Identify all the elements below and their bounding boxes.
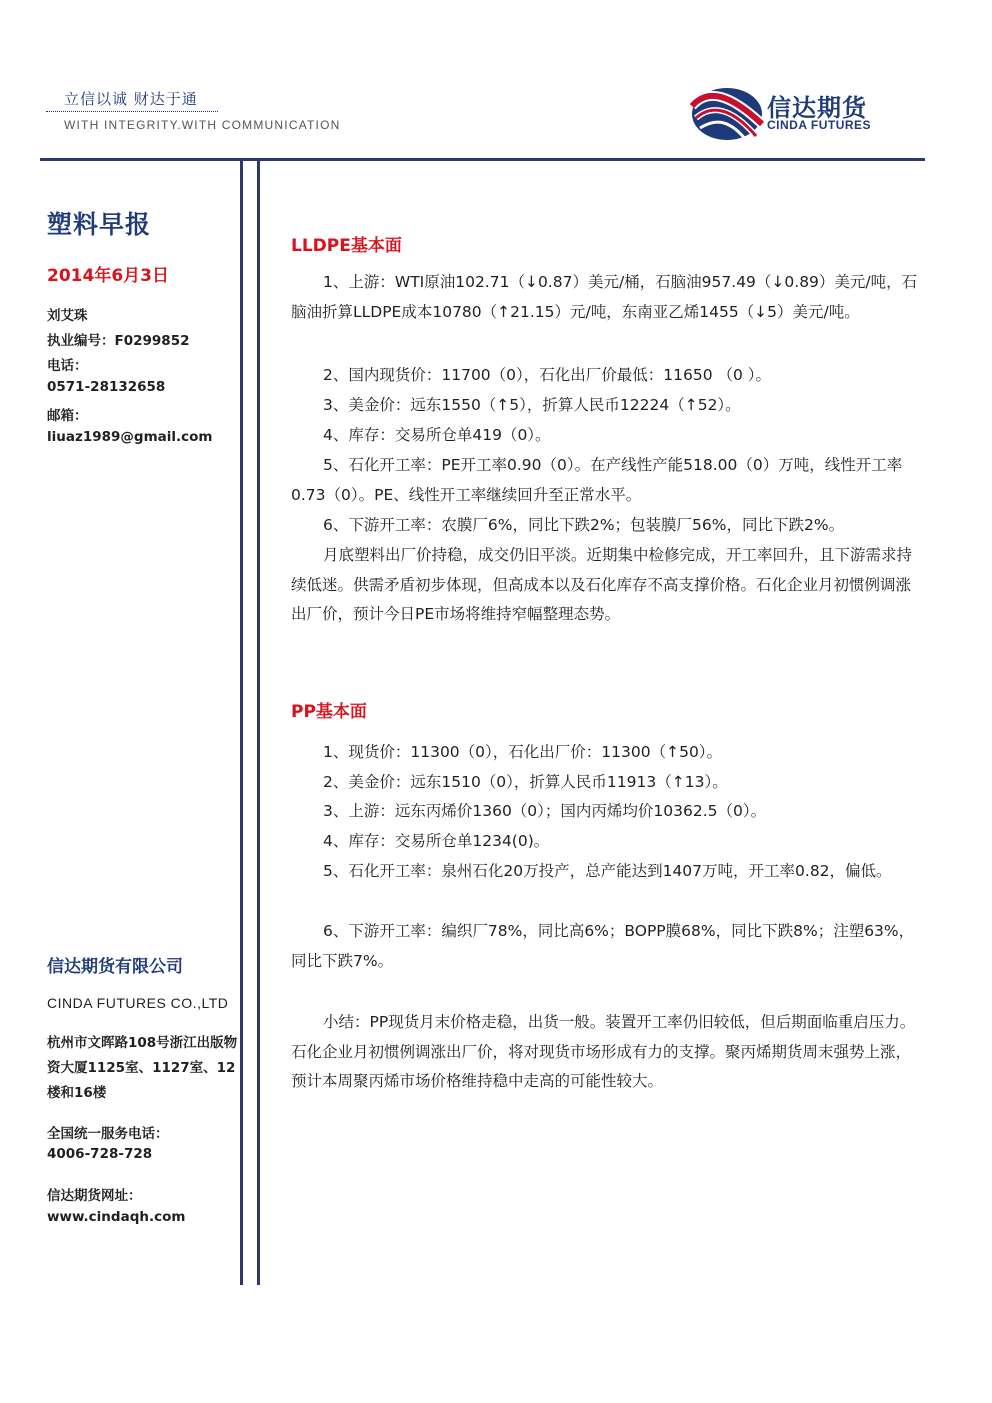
header-divider bbox=[40, 158, 925, 161]
analyst-name: 刘艾珠 bbox=[47, 308, 88, 324]
pp-section-title: PP基本面 bbox=[291, 702, 367, 722]
lldpe-downstream-rate: 6、下游开工率：农膜厂6%，同比下跌2%；包装膜厂56%，同比下跌2%。 bbox=[323, 516, 845, 534]
phone-label: 电话： bbox=[47, 358, 88, 374]
slogan-cn: 立信以诚 财达于通 bbox=[64, 90, 198, 108]
company-name: 信达期货有限公司 bbox=[47, 957, 183, 977]
website-link[interactable]: www.cindaqh.com bbox=[47, 1209, 186, 1225]
lldpe-operating-rate: 5、石化开工率：PE开工率0.90（0）。在产线性产能518.00（0）万吨，线性开工率0.73（0）。PE、线性开工率继续回升至正常水平。 bbox=[291, 456, 903, 504]
logo-text-cn: 信达期货 bbox=[767, 94, 867, 122]
phone-number: 0571-28132658 bbox=[47, 379, 166, 395]
email-label: 邮箱： bbox=[47, 408, 88, 424]
pp-upstream: 3、上游：远东丙烯价1360（0）；国内丙烯均价10362.5（0）。 bbox=[323, 802, 767, 820]
pp-inventory: 4、库存：交易所仓单1234(0)。 bbox=[323, 832, 550, 850]
lldpe-usd-price: 3、美金价：远东1550（↑5），折算人民币12224（↑52）。 bbox=[323, 396, 741, 414]
logo-text-en: CINDA FUTURES bbox=[767, 118, 872, 132]
lldpe-inventory: 4、库存：交易所仓单419（0）。 bbox=[323, 426, 551, 444]
slogan-divider bbox=[46, 111, 218, 112]
hotline-label: 全国统一服务电话： bbox=[47, 1126, 169, 1142]
pp-downstream-rate: 6、下游开工率：编织厂78%，同比高6%；BOPP膜68%，同比下跌8%；注塑63%，同比下跌7%。 bbox=[291, 922, 915, 970]
report-date: 2014年6月3日 bbox=[47, 266, 169, 286]
hotline-number: 4006-728-728 bbox=[47, 1146, 153, 1162]
lldpe-spot-price: 2、国内现货价：11700（0），石化出厂价最低：11650 （0 ）。 bbox=[323, 366, 772, 384]
pp-operating-rate: 5、石化开工率：泉州石化20万投产，总产能达到1407万吨，开工率0.82，偏低。 bbox=[323, 862, 892, 880]
sidebar-divider-right bbox=[257, 160, 260, 1285]
company-name-en: CINDA FUTURES CO.,LTD bbox=[47, 995, 229, 1011]
website-label: 信达期货网址： bbox=[47, 1188, 142, 1204]
slogan-en: WITH INTEGRITY.WITH COMMUNICATION bbox=[64, 118, 341, 132]
sidebar-divider-left bbox=[240, 160, 243, 1285]
license-number: 执业编号：F0299852 bbox=[47, 333, 190, 349]
lldpe-section-title: LLDPE基本面 bbox=[291, 236, 402, 256]
pp-summary: 小结：PP现货月末价格走稳，出货一般。装置开工率仍旧较低，但后期面临重启压力。石化企业月初惯例调涨出厂价，将对现货市场形成有力的支撑。聚丙烯期货周末强势上涨，预计本周聚丙烯市场价格维持稳中走高的可能性较大。 bbox=[291, 1013, 916, 1090]
report-title: 塑料早报 bbox=[47, 210, 152, 239]
cinda-logo-icon bbox=[690, 84, 764, 142]
lldpe-upstream: 1、上游：WTI原油102.71（↓0.87）美元/桶，石脑油957.49（↓0.89）美元/吨，石脑油折算LLDPE成本10780（↑21.15）元/吨，东南亚乙烯1455（↓5）美元/吨。 bbox=[291, 273, 918, 321]
pp-spot-price: 1、现货价：11300（0），石化出厂价：11300（↑50）。 bbox=[323, 743, 723, 761]
pp-usd-price: 2、美金价：远东1510（0），折算人民币11913（↑13）。 bbox=[323, 773, 728, 791]
company-address: 杭州市文晖路108号浙江出版物资大厦1125室、1127室、12楼和16楼 bbox=[47, 1035, 238, 1101]
lldpe-summary: 月底塑料出厂价持稳，成交仍旧平淡。近期集中检修完成，开工率回升，且下游需求持续低迷。供需矛盾初步体现，但高成本以及石化库存不高支撑价格。石化企业月初惯例调涨出厂价，预计今日PE市场将维持窄幅整理态势。 bbox=[291, 546, 913, 623]
email-address[interactable]: liuaz1989@gmail.com bbox=[47, 429, 213, 445]
